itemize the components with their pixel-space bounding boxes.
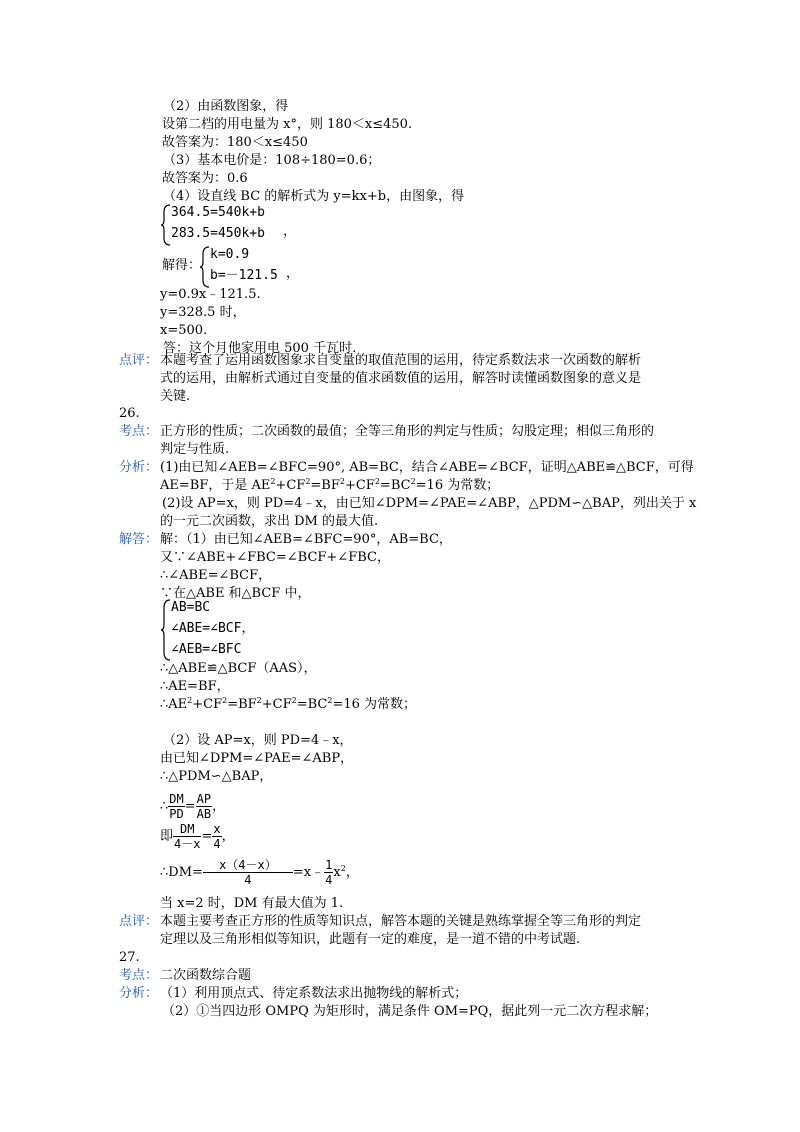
fenxi-text: 的一元二次函数，求出 DM 的最大值. [160,514,379,529]
equation: 364.5=540k+b [171,205,265,220]
comment-label: 点评： [119,353,159,368]
q25-line: 故答案为：180＜x≤450 [162,135,308,150]
kaodian-label: 考点： [119,968,159,983]
fenxi-label: 分析： [119,460,159,475]
kaodian-text: 判定与性质. [160,442,230,457]
equation: ∠ABE=∠BCF， [171,621,255,636]
q25-line: 答：这个月他家用电 500 千瓦时. [163,341,357,356]
q25-line: x=500. [160,323,208,338]
fraction-line: 即 $\frac{DM}{4-x}$ = $\frac{x}{4}$ ， [160,822,235,851]
kaodian-text: 正方形的性质；二次函数的最值；全等三角形的判定与性质；勾股定理；相似三角形的 [160,424,655,439]
comment-text: 关键. [160,389,191,404]
fenxi-text: （2）①当四边形 OMPQ 为矩形时，满足条件 OM=PQ，据此列一元二次方程求解； [162,1004,658,1019]
q25-line: （4）设直线 BC 的解析式为 y=kx+b，由图象，得 [163,189,465,204]
equation: 283.5=450k+b [171,226,265,241]
q25-line: y=328.5 时， [160,305,246,320]
comment-label: 点评： [119,914,159,929]
fenxi-text: (2)设 AP=x，则 PD=4﹣x，由已知∠DPM=∠PAE=∠ABP，△PDM∽△BAP，列出关于 x [162,496,697,511]
equation: b=－121.5 [210,268,278,283]
solution-line: 又∵∠ABE+∠FBC=∠BCF+∠FBC， [160,550,390,565]
equation: AB=BC [171,600,211,615]
solution-line: ∴△PDM∽△BAP， [160,769,273,784]
q25-line: （2）由函数图象，得 [163,99,289,114]
fraction: $\frac{DM}{4-x}$ [174,822,201,851]
q25-line: （3）基本电价是：108÷180=0.6； [163,153,381,168]
punctuation: ， [283,224,297,239]
fraction: $\frac{x(4-x)}{4}$ [203,858,293,887]
solution-line: ∵在△ABE 和△BCF 中， [160,586,311,601]
solution-line: ∴AE=BF， [160,679,230,694]
q25-line: 设第二档的用电量为 x°，则 180＜x≤450. [162,117,413,132]
solution-line: （2）设 AP=x，则 PD=4﹣x， [163,733,353,748]
fenxi-text: (1)由已知∠AEB=∠BFC=90°, AB=BC，结合∠ABE=∠BCF，证明△ABE≌△BCF，可得 [160,460,694,475]
question-number: 27. [119,950,140,965]
kaodian-text: 二次函数综合题 [160,968,252,983]
fraction: $\frac{x}{4}$ [213,822,221,851]
solution-line: 由已知∠DPM=∠PAE=∠ABP， [160,751,354,766]
fenxi-text: （1）利用顶点式、待定系数法求出抛物线的解析式； [160,986,468,1001]
fraction: $\frac{1}{4}$ [325,858,333,887]
solution-line: ∴∠ABE=∠BCF， [160,568,272,583]
comment-text: 本题考查了运用函数图象求自变量的取值范围的运用，待定系数法求一次函数的解析 [160,353,642,368]
q25-line: y=0.9x﹣121.5. [160,287,261,302]
comment-text: 式的运用，由解析式通过自变量的值求函数值的运用，解答时读懂函数图象的意义是 [160,371,642,386]
fenxi-label: 分析： [119,986,159,1001]
equation: ∠AEB=∠BFC [171,642,242,657]
equation: k=0.9 [210,247,250,262]
fraction: $\frac{AP}{AB}$ [196,792,212,821]
comment-text: 本题主要考查正方形的性质等知识点，解答本题的关键是熟练掌握全等三角形的判定 [160,914,642,929]
comment-text: 定理以及三角形相似等知识，此题有一定的难度，是一道不错的中考试题. [160,932,581,947]
q25-line: 故答案为：0.6 [162,171,248,186]
solution-line: ∴△ABE≌△BCF（AAS）， [160,661,317,676]
question-number: 26. [119,406,140,421]
fraction-line: ∴DM= $\frac{x(4-x)}{4}$ =x﹣ $\frac{1}{4}$ $x^2$， [160,858,359,887]
kaodian-label: 考点： [119,424,159,439]
punctuation: ， [286,266,300,281]
solution-line: $\therefore AE^2+CF^2=BF^2+CF^2=BC^2=16$ 为常数； [160,696,417,712]
solution-line: 当 x=2 时，DM 有最大值为 1. [160,896,344,911]
fraction: $\frac{DM}{PD}$ [169,792,184,821]
fraction-line: ∴ $\frac{DM}{PD}$ = $\frac{AP}{AB}$ ， [160,792,226,821]
fenxi-text: AE=BF，于是 $AE^2+CF^2=BF^2+CF^2=BC^2=16$ 为常数； [160,477,500,493]
solution-line: 解：（1）由已知∠AEB=∠BFC=90°，AB=BC， [160,532,452,547]
solve-label: 解得： [162,258,202,273]
jieda-label: 解答： [119,532,159,547]
